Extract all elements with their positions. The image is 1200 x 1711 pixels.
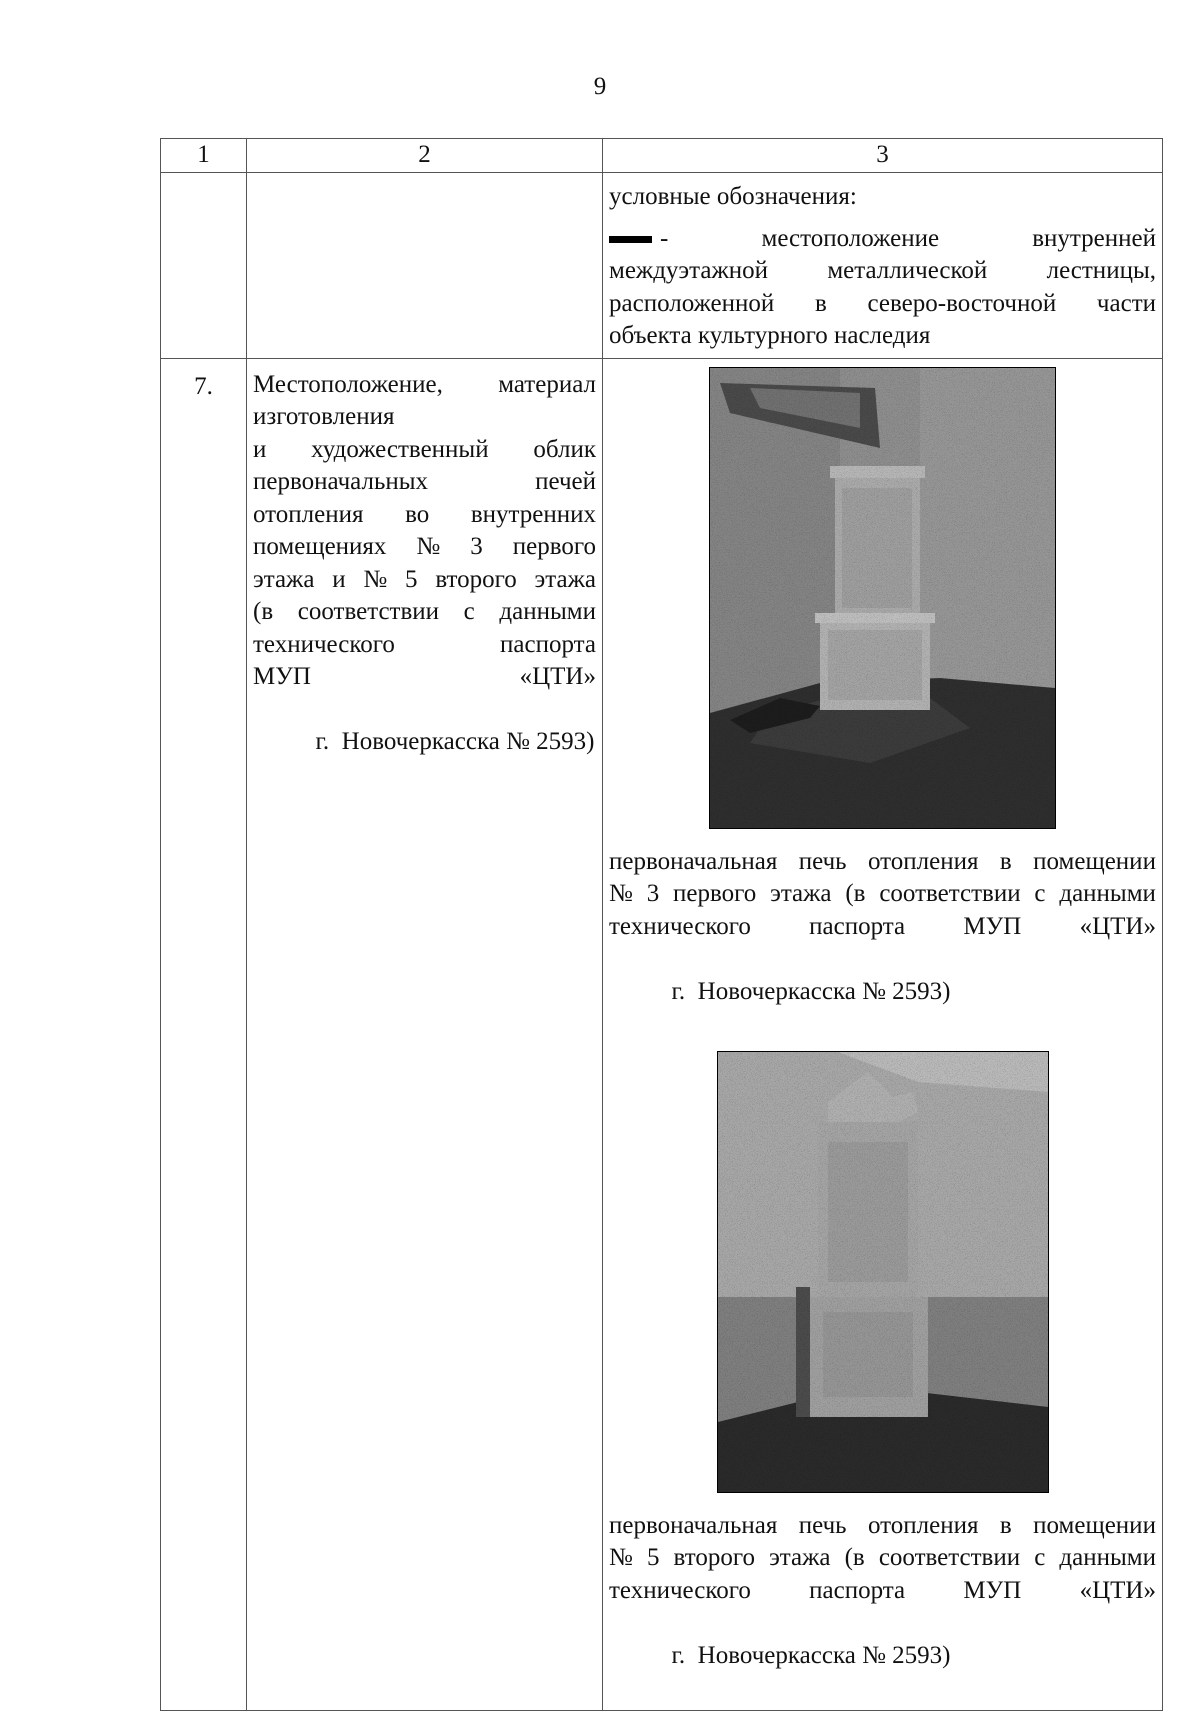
legend-line [609, 255, 1156, 288]
description-line [253, 401, 596, 434]
column-header-1: 1 [161, 139, 247, 173]
caption-word: в [999, 847, 1012, 875]
caption-word: отопления [868, 1511, 979, 1539]
description-line [253, 531, 596, 564]
description-word: «ЦТИ» [519, 663, 596, 690]
stove-room-3-photo [709, 367, 1056, 829]
legend-word: в [814, 289, 827, 317]
legend-line [609, 288, 1156, 321]
caption-word: помещении [1033, 847, 1156, 875]
caption-word: «ЦТИ» [1079, 1576, 1156, 1604]
caption-word: паспорта [809, 1576, 906, 1604]
description-word: и [332, 565, 346, 593]
legend-word: местоположение [761, 224, 940, 252]
description-word: данными [499, 598, 596, 625]
caption-word: этажа [770, 880, 832, 907]
caption-word: печь [798, 1511, 847, 1539]
description-word: г. Новочеркасска № 2593) [315, 728, 595, 755]
caption-word: первоначальная [609, 847, 778, 875]
description-word: во [405, 500, 430, 528]
description-word: № [416, 533, 441, 560]
description-word: этажа [534, 565, 596, 593]
legend-word: металлической [827, 257, 988, 284]
caption-line [609, 1607, 1156, 1705]
table-row-continued [161, 173, 1163, 359]
description-word: 3 [470, 533, 483, 560]
description-cell [247, 358, 603, 1710]
legend-word: части [1096, 289, 1156, 317]
caption-word: в [999, 1511, 1012, 1539]
description-word: художественный [311, 435, 489, 463]
caption-word: данными [1059, 1544, 1156, 1571]
description-line [253, 434, 596, 467]
caption-word: отопления [868, 847, 979, 875]
caption-word: технического [609, 912, 751, 940]
caption-word: с [1034, 880, 1046, 907]
description-word: МУП [253, 663, 311, 690]
row-number-cell [161, 358, 247, 1710]
description-line [253, 661, 596, 694]
caption-word: этажа [769, 1544, 831, 1571]
caption-line [609, 1575, 1156, 1608]
description-word: 5 [405, 565, 418, 593]
page-number: 9 [593, 73, 607, 100]
caption-line [609, 846, 1156, 879]
caption-word: данными [1059, 880, 1156, 907]
caption-word: 3 [646, 880, 660, 907]
description-word: материал [498, 370, 596, 398]
caption-word: второго [673, 1544, 755, 1571]
caption-word: № [609, 880, 633, 907]
legend-word: внутренней [1032, 224, 1156, 252]
caption-word: г. Новочеркасска № 2593) [671, 977, 951, 1005]
stove-room-5-image [718, 1052, 1048, 1492]
description-word: и [253, 435, 267, 463]
column-header-3: 3 [603, 139, 1163, 173]
legend-word: северо-восточной [867, 289, 1057, 317]
caption-word: с [1034, 1544, 1046, 1571]
description-word: с [463, 598, 475, 625]
legend-word: междуэтажной [609, 257, 768, 284]
caption-word: первоначальная [609, 1511, 778, 1539]
legend-line [609, 320, 1156, 353]
description-word: облик [533, 435, 596, 463]
caption-line [609, 1510, 1156, 1543]
caption-word: паспорта [809, 912, 906, 940]
description-line [253, 694, 596, 792]
photo-2-caption [609, 1510, 1156, 1705]
description-line [253, 596, 596, 629]
caption-word: г. Новочеркасска № 2593) [671, 1641, 951, 1669]
row-description [253, 369, 596, 792]
legend-cell [603, 173, 1163, 359]
description-line [253, 466, 596, 499]
description-line [253, 499, 596, 532]
description-word: отопления [253, 500, 364, 528]
stove-room-3-image [710, 368, 1055, 828]
continued-row-number-cell [161, 173, 247, 359]
description-word: соответствии [297, 598, 440, 625]
description-word: технического [253, 630, 395, 658]
description-word: паспорта [500, 630, 596, 658]
caption-word: печь [798, 847, 847, 875]
caption-word: «ЦТИ» [1079, 912, 1156, 940]
legend-line [609, 223, 1156, 256]
stove-room-5-photo [717, 1051, 1049, 1493]
photo-1-wrap [609, 367, 1156, 829]
description-word: первого [512, 533, 596, 560]
caption-word: № [609, 1544, 633, 1571]
photo-1-caption [609, 846, 1156, 1041]
caption-word: МУП [963, 1576, 1022, 1604]
description-word: помещениях [253, 533, 387, 560]
description-word: (в [253, 598, 274, 625]
caption-line [609, 911, 1156, 944]
caption-word: первого [673, 880, 757, 907]
caption-word: (в [845, 880, 866, 907]
description-word: этажа [253, 565, 315, 593]
description-line [253, 629, 596, 662]
caption-word: соответствии [879, 880, 1021, 907]
caption-line [609, 878, 1156, 911]
legend-word: объекта культурного наследия [609, 322, 931, 349]
legend-word: расположенной [609, 289, 775, 317]
caption-word: технического [609, 1576, 751, 1604]
photos-cell [603, 358, 1163, 1710]
description-word: печей [535, 468, 596, 495]
caption-line [609, 1542, 1156, 1575]
legend-entry [609, 223, 1156, 353]
caption-word: 5 [646, 1544, 660, 1571]
legend-title: условные обозначения: [609, 183, 857, 210]
table-header-row [161, 139, 1163, 173]
continued-row-description-cell [247, 173, 603, 359]
description-word: № [363, 565, 388, 593]
description-word: первоначальных [253, 468, 429, 495]
description-word: второго [435, 565, 517, 593]
caption-word: помещении [1033, 1511, 1156, 1539]
description-word: Местоположение, [253, 370, 443, 398]
description-line [253, 369, 596, 402]
staircase-legend-mark [609, 236, 652, 243]
caption-line [609, 943, 1156, 1041]
column-header-2: 2 [247, 139, 603, 173]
legend-symbol-group [609, 223, 668, 256]
description-word: изготовления [253, 403, 395, 430]
caption-word: соответствии [878, 1544, 1021, 1571]
table-row-7 [161, 358, 1163, 1710]
content-table [160, 138, 1163, 1711]
legend-dash: - [660, 224, 669, 252]
photo-2-wrap [609, 1051, 1156, 1493]
caption-word: (в [844, 1544, 865, 1571]
caption-word: МУП [963, 912, 1022, 940]
description-word: внутренних [470, 500, 596, 528]
legend-word: лестницы, [1046, 257, 1156, 284]
description-line [253, 564, 596, 597]
row-number: 7. [194, 372, 213, 400]
